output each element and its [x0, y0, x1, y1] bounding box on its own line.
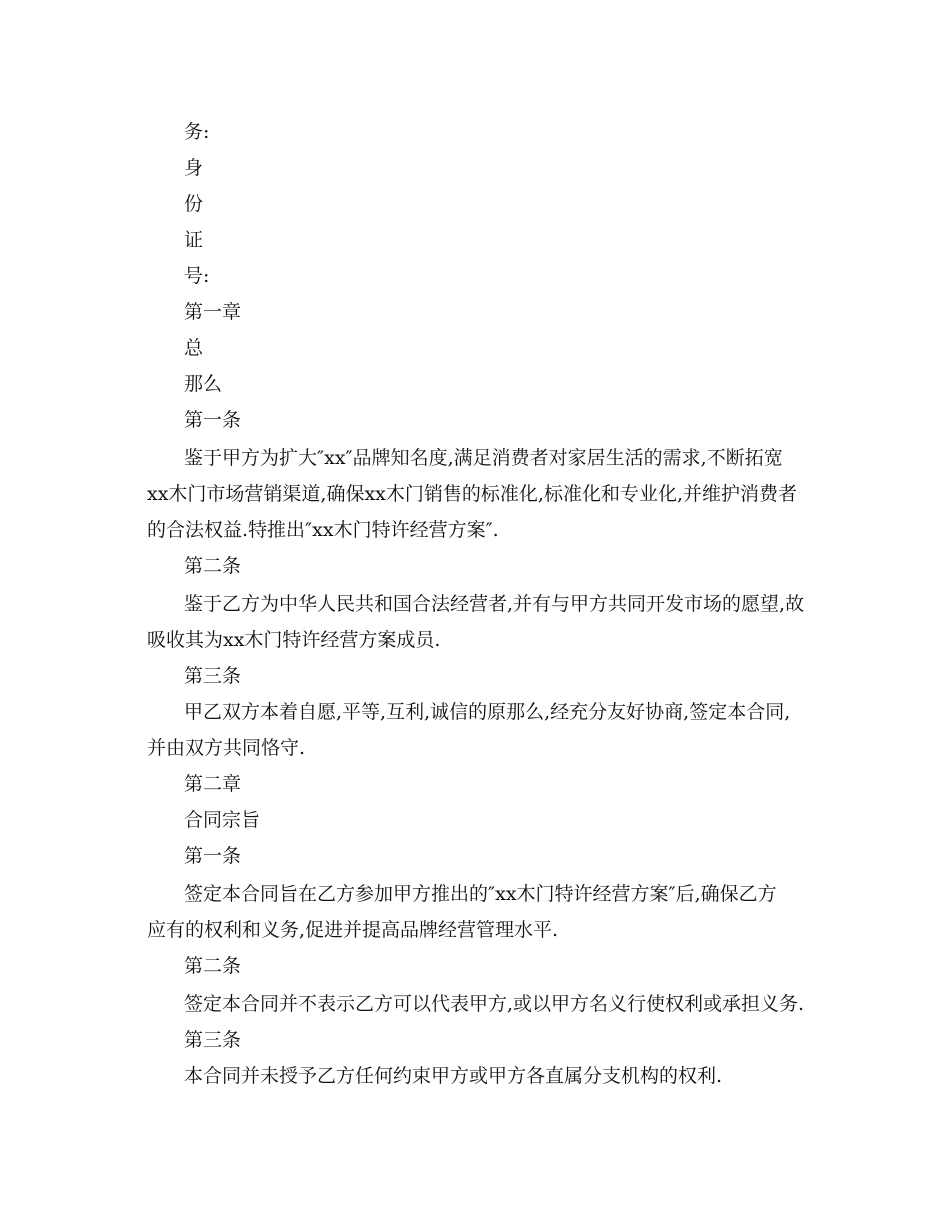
article-heading: 第三条 — [184, 1029, 242, 1051]
text-line: 身 — [184, 157, 204, 179]
chapter-title-part: 那么 — [184, 373, 223, 395]
paragraph-line: xx木门市场营销渠道,确保xx木门销售的标准化,标准化和专业化,并维护消费者 — [147, 483, 797, 505]
article-heading: 第一条 — [184, 845, 242, 867]
paragraph-line: 签定本合同并不表示乙方可以代表甲方,或以甲方名义行使权利或承担义务. — [184, 993, 805, 1015]
paragraph-line: 甲乙双方本着自愿,平等,互利,诚信的原那么,经充分友好协商,签定本合同, — [184, 701, 791, 723]
article-heading: 第二条 — [184, 955, 242, 977]
text-line: 务: — [184, 121, 210, 143]
paragraph-line: 吸收其为xx木门特许经营方案成员. — [147, 629, 441, 651]
chapter-heading: 第一章 — [184, 301, 242, 323]
paragraph-line: 并由双方共同恪守. — [147, 737, 306, 759]
article-heading: 第一条 — [184, 409, 242, 431]
article-heading: 第三条 — [184, 665, 242, 687]
text-line: 号: — [184, 265, 210, 287]
chapter-heading: 第二章 — [184, 773, 242, 795]
article-heading: 第二条 — [184, 555, 242, 577]
paragraph-line: 应有的权利和义务,促进并提高品牌经营管理水平. — [147, 919, 559, 941]
chapter-title: 合同宗旨 — [184, 809, 261, 831]
paragraph-line: 的合法权益.特推出″xx木门特许经营方案″. — [147, 519, 499, 541]
paragraph-line: 鉴于乙方为中华人民共和国合法经营者,并有与甲方共同开发市场的愿望,故 — [184, 593, 805, 615]
paragraph-line: 鉴于甲方为扩大″xx″品牌知名度,满足消费者对家居生活的需求,不断拓宽 — [184, 447, 783, 469]
text-line: 证 — [184, 229, 204, 251]
paragraph-line: 本合同并未授予乙方任何约束甲方或甲方各直属分支机构的权利. — [184, 1065, 723, 1087]
text-line: 份 — [184, 193, 204, 215]
chapter-title-part: 总 — [184, 337, 204, 359]
paragraph-line: 签定本合同旨在乙方参加甲方推出的″xx木门特许经营方案″后,确保乙方 — [184, 883, 777, 905]
